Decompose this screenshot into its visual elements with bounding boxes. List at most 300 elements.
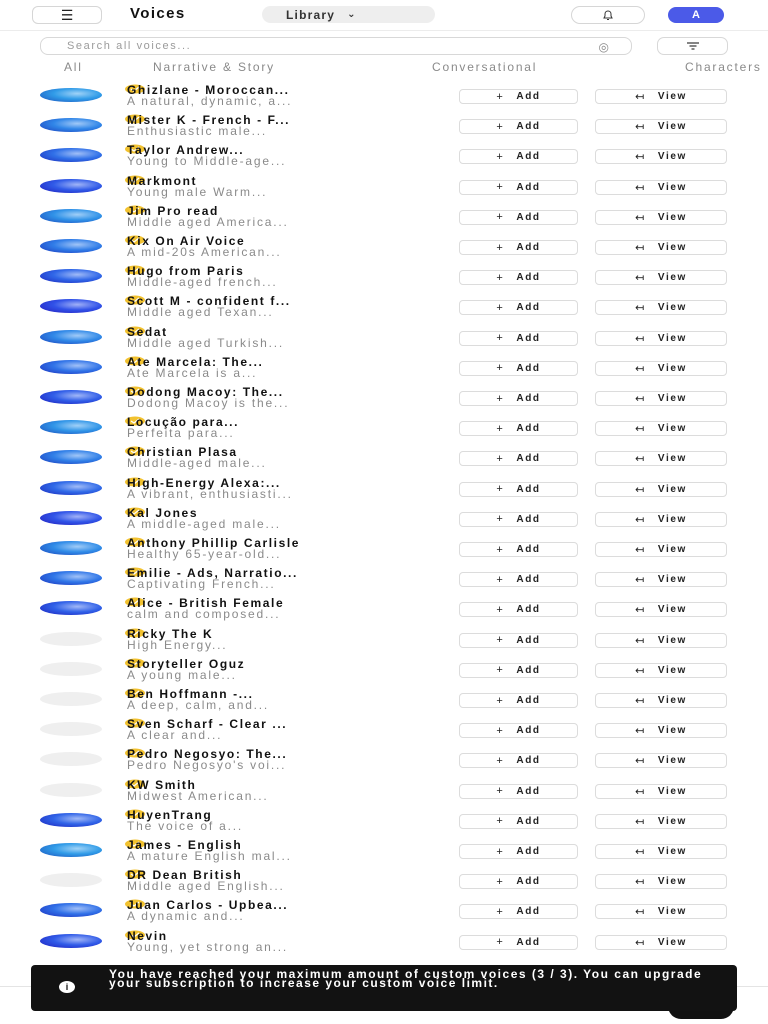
add-label: Add (516, 574, 541, 586)
view-voice-button[interactable] (595, 451, 727, 466)
add-voice-button[interactable] (459, 240, 578, 255)
voice-row[interactable] (0, 444, 768, 474)
voice-avatar (40, 88, 102, 102)
plus-icon: + (496, 392, 505, 405)
arrow-left-bar-icon: ↤ (635, 362, 646, 375)
voice-row[interactable] (0, 203, 768, 233)
add-label: Add (516, 393, 541, 404)
voice-description: A dynamic and... (127, 909, 245, 924)
voice-row[interactable] (0, 595, 768, 625)
voice-row[interactable] (0, 293, 768, 323)
voice-description: Dodong Macoy is the... (127, 396, 290, 410)
voice-row[interactable] (0, 354, 768, 384)
add-voice-button[interactable] (459, 542, 578, 557)
voice-name: Christian Plasa (127, 445, 238, 460)
add-voice-button[interactable] (459, 391, 578, 406)
voice-name: James - English (127, 838, 243, 852)
arrow-left-bar-icon: ↤ (635, 332, 646, 345)
notifications-button[interactable] (571, 6, 645, 24)
voice-row[interactable] (0, 233, 768, 263)
arrow-left-bar-icon: ↤ (635, 483, 646, 496)
voice-avatar (40, 511, 102, 525)
view-voice-button[interactable] (595, 663, 727, 678)
category-tabs (0, 60, 768, 76)
voice-row[interactable] (0, 475, 768, 505)
voice-description: A clear and... (127, 728, 223, 743)
view-voice-button[interactable] (595, 331, 727, 346)
arrow-left-bar-icon: ↤ (635, 242, 646, 254)
plus-icon: + (496, 785, 505, 798)
plus-icon: + (496, 543, 505, 556)
view-voice-button[interactable] (595, 693, 727, 708)
arrow-left-bar-icon: ↤ (635, 604, 646, 617)
view-label: View (657, 362, 687, 374)
add-voice-button[interactable] (459, 512, 578, 527)
add-voice-button[interactable] (459, 663, 578, 678)
plus-icon: + (496, 513, 505, 526)
view-label: View (657, 272, 687, 284)
view-label: View (657, 393, 687, 404)
arrow-left-bar-icon: ↤ (635, 906, 646, 919)
view-voice-button[interactable] (595, 210, 727, 225)
view-label: View (657, 423, 687, 435)
voice-avatar (40, 179, 102, 193)
add-voice-button[interactable] (459, 814, 578, 829)
arrow-left-bar-icon: ↤ (635, 725, 646, 738)
voice-name: Ben Hoffmann -... (127, 687, 254, 701)
voice-description: A deep, calm, and... (127, 698, 270, 712)
plus-icon: + (496, 815, 505, 828)
voice-name: Juan Carlos - Upbea... (127, 898, 289, 913)
tab-characters[interactable]: Characters (685, 60, 762, 74)
plus-icon: + (496, 271, 505, 284)
plus-icon: + (496, 936, 505, 949)
voice-avatar (40, 813, 102, 827)
add-voice-button[interactable] (459, 693, 578, 708)
view-voice-button[interactable] (595, 482, 727, 497)
voice-avatar (40, 722, 102, 736)
toast-message: You have reached your maximum amount of custom voices (3 / 3). You can upgrade your subscription to increase your custom voice limit. (109, 967, 703, 990)
plus-icon: + (496, 483, 505, 496)
add-voice-button[interactable] (459, 421, 578, 436)
view-voice-button[interactable] (595, 935, 727, 950)
plus-icon: + (496, 241, 505, 254)
voice-description: A middle-aged male... (127, 516, 281, 531)
voice-avatar (40, 843, 102, 857)
view-label: View (657, 846, 687, 857)
plus-icon: + (496, 664, 505, 677)
voice-name: Pedro Negosyo: The... (127, 747, 288, 762)
voice-name: Taylor Andrew... (127, 143, 245, 158)
add-voice-button[interactable] (459, 119, 578, 134)
add-voice-button[interactable] (459, 602, 578, 617)
filter-icon (685, 41, 701, 51)
voice-description: Midwest American... (127, 788, 269, 803)
voice-name: Hugo from Paris (127, 264, 245, 279)
voice-row[interactable] (0, 716, 768, 746)
view-label: View (657, 634, 687, 646)
view-label: View (657, 785, 687, 797)
voice-name: High-Energy Alexa:... (127, 475, 281, 490)
voice-description: Young male Warm... (127, 184, 268, 199)
add-label: Add (516, 181, 541, 193)
plus-icon: + (496, 332, 505, 345)
voice-avatar (40, 601, 102, 615)
add-voice-button[interactable] (459, 844, 578, 859)
voice-description: Middle aged America... (127, 214, 289, 229)
voice-name: Nevin (127, 928, 168, 943)
view-label: View (657, 483, 687, 495)
voice-row[interactable] (0, 384, 768, 414)
voice-avatar (40, 299, 102, 313)
plus-icon: + (496, 181, 505, 194)
voice-avatar (40, 450, 102, 464)
arrow-left-bar-icon: ↤ (635, 453, 646, 466)
add-voice-button[interactable] (459, 300, 578, 315)
view-label: View (657, 936, 687, 948)
arrow-left-bar-icon: ↤ (635, 513, 646, 526)
voice-name: Emilie - Ads, Narratio... (127, 566, 298, 581)
arrow-left-bar-icon: ↤ (635, 815, 646, 828)
voice-row[interactable] (0, 897, 768, 927)
voice-description: Young, yet strong an... (127, 939, 289, 954)
voice-row[interactable] (0, 324, 768, 354)
add-label: Add (516, 664, 541, 676)
voice-description: Young to Middle-age... (127, 154, 287, 169)
arrow-left-bar-icon: ↤ (635, 91, 646, 103)
add-label: Add (516, 423, 541, 435)
plus-icon: + (496, 301, 505, 314)
plus-icon: + (496, 120, 505, 133)
view-voice-button[interactable] (595, 361, 727, 376)
view-label: View (657, 91, 687, 102)
add-label: Add (516, 785, 541, 797)
arrow-left-bar-icon: ↤ (635, 181, 646, 194)
voice-name: DR Dean British (127, 868, 243, 883)
view-label: View (657, 544, 687, 555)
plus-icon: + (496, 452, 505, 465)
user-avatar[interactable]: A (668, 7, 724, 23)
arrow-left-bar-icon: ↤ (635, 393, 646, 405)
voice-avatar (40, 541, 102, 555)
view-voice-button[interactable] (595, 149, 727, 164)
arrow-left-bar-icon: ↤ (635, 846, 646, 858)
voice-description: A young male... (127, 667, 237, 682)
plus-icon: + (496, 150, 505, 163)
voice-description: Middle-aged french... (127, 275, 278, 290)
voice-row[interactable] (0, 746, 768, 776)
voice-description: Middle aged English... (127, 879, 285, 894)
add-voice-button[interactable] (459, 482, 578, 497)
voice-row[interactable] (0, 656, 768, 686)
voice-avatar (40, 481, 102, 495)
view-label: View (657, 453, 687, 465)
view-voice-button[interactable] (595, 633, 727, 648)
voice-description: High Energy... (127, 637, 228, 652)
voice-description: Middle-aged male... (127, 456, 267, 471)
add-label: Add (516, 332, 541, 344)
voice-name: Ricky The K (127, 626, 214, 641)
voice-description: Perfeita para... (127, 426, 235, 441)
view-voice-button[interactable] (595, 814, 727, 829)
voice-name: HuyenTrang (127, 807, 213, 822)
view-voice-button[interactable] (595, 512, 727, 527)
arrow-left-bar-icon: ↤ (635, 272, 646, 285)
voice-description: Ate Marcela is a... (127, 365, 258, 380)
view-voice-button[interactable] (595, 240, 727, 255)
voice-name: Kal Jones (127, 505, 199, 520)
add-label: Add (516, 242, 541, 253)
add-voice-button[interactable] (459, 753, 578, 768)
plus-icon: + (496, 362, 505, 375)
view-label: View (657, 513, 687, 525)
add-label: Add (516, 755, 541, 767)
voice-avatar (40, 662, 102, 676)
arrow-left-bar-icon: ↤ (635, 664, 646, 677)
view-voice-button[interactable] (595, 180, 727, 195)
voice-name: Scott M - confident f... (127, 294, 291, 309)
arrow-left-bar-icon: ↤ (635, 634, 646, 647)
view-voice-button[interactable] (595, 300, 727, 315)
voice-description: Middle aged Turkish... (127, 335, 284, 350)
voice-avatar (40, 390, 102, 404)
tab-all[interactable]: All (64, 60, 83, 74)
voice-name: Ate Marcela: The... (127, 354, 264, 369)
view-voice-button[interactable] (595, 753, 727, 768)
view-label: View (657, 211, 687, 223)
voice-name: Sven Scharf - Clear ... (127, 717, 288, 732)
view-label: View (657, 574, 687, 586)
add-label: Add (516, 211, 541, 223)
voice-avatar (40, 239, 102, 253)
add-voice-button[interactable] (459, 180, 578, 195)
voice-name: Storyteller Oguz (127, 656, 246, 671)
arrow-left-bar-icon: ↤ (635, 876, 646, 889)
voice-avatar (40, 873, 102, 887)
voice-avatar (40, 934, 102, 948)
add-label: Add (516, 815, 541, 827)
voice-avatar (40, 752, 102, 766)
tab-narrative-story[interactable]: Narrative & Story (153, 60, 275, 74)
voice-avatar (40, 692, 102, 706)
voice-name: Markmont (127, 173, 198, 188)
add-label: Add (516, 362, 541, 374)
voice-name: Mister K - French - F... (127, 113, 291, 128)
voice-row[interactable] (0, 626, 768, 656)
add-label: Add (516, 121, 541, 133)
search-field[interactable] (40, 37, 632, 55)
add-voice-button[interactable] (459, 210, 578, 225)
voice-row[interactable] (0, 565, 768, 595)
voice-avatar (40, 903, 102, 917)
add-voice-button[interactable] (459, 572, 578, 587)
voice-description: A mature English mal... (127, 849, 292, 863)
voice-description: Enthusiastic male... (127, 124, 268, 139)
add-voice-button[interactable] (459, 89, 578, 104)
arrow-left-bar-icon: ↤ (635, 574, 646, 587)
plus-icon: + (496, 603, 505, 616)
voice-row[interactable] (0, 535, 768, 565)
voice-avatar (40, 330, 102, 344)
hamburger-icon: ☰ (60, 7, 74, 23)
view-voice-button[interactable] (595, 421, 727, 436)
plus-icon: + (496, 422, 505, 435)
view-voice-button[interactable] (595, 391, 727, 406)
library-label: Library (286, 7, 336, 22)
voice-row[interactable] (0, 142, 768, 172)
add-voice-button[interactable] (459, 361, 578, 376)
chevron-down-icon: ⌄ (347, 9, 357, 20)
view-voice-button[interactable] (595, 572, 727, 587)
voice-name: Sedat (127, 324, 168, 339)
plus-icon: + (496, 634, 505, 647)
add-label: Add (516, 846, 541, 857)
view-voice-button[interactable] (595, 89, 727, 104)
add-label: Add (516, 483, 541, 495)
view-voice-button[interactable] (595, 270, 727, 285)
view-voice-button[interactable] (595, 119, 727, 134)
add-voice-button[interactable] (459, 784, 578, 799)
voice-description: Middle aged Texan... (127, 305, 274, 320)
add-label: Add (516, 272, 541, 284)
plus-icon: + (496, 573, 505, 586)
voice-name: Anthony Phillip Carlisle (127, 536, 301, 550)
voice-row[interactable] (0, 837, 768, 867)
view-voice-button[interactable] (595, 542, 727, 557)
voice-avatar (40, 148, 102, 162)
view-label: View (657, 725, 687, 737)
search-input[interactable] (67, 40, 547, 52)
voice-name: Ghizlane - Moroccan... (127, 83, 290, 97)
voice-row[interactable] (0, 112, 768, 142)
bell-icon (600, 9, 616, 21)
view-label: View (657, 664, 687, 676)
add-label: Add (516, 876, 541, 888)
voice-avatar (40, 783, 102, 797)
add-label: Add (516, 91, 541, 102)
plus-icon: + (496, 754, 505, 767)
arrow-left-bar-icon: ↤ (635, 302, 646, 315)
voice-avatar (40, 360, 102, 374)
plus-icon: + (496, 875, 505, 888)
add-voice-button[interactable] (459, 633, 578, 648)
view-label: View (657, 755, 687, 767)
tab-conversational[interactable]: Conversational (432, 60, 538, 74)
library-dropdown[interactable] (262, 6, 435, 23)
voice-row[interactable] (0, 867, 768, 897)
voice-description: Pedro Negosyo's voi... (127, 758, 287, 773)
voice-avatar (40, 209, 102, 223)
add-voice-button[interactable] (459, 149, 578, 164)
voice-row[interactable] (0, 686, 768, 716)
limit-toast (31, 965, 737, 1011)
top-bar (0, 0, 768, 30)
arrow-left-bar-icon: ↤ (635, 121, 646, 134)
arrow-left-bar-icon: ↤ (635, 211, 646, 224)
arrow-left-bar-icon: ↤ (635, 755, 646, 768)
view-label: View (657, 604, 687, 616)
view-voice-button[interactable] (595, 602, 727, 617)
add-label: Add (516, 725, 541, 737)
view-voice-button[interactable] (595, 874, 727, 889)
voice-row[interactable] (0, 82, 768, 112)
arrow-left-bar-icon: ↤ (635, 695, 646, 707)
view-voice-button[interactable] (595, 844, 727, 859)
voice-avatar (40, 420, 102, 434)
plus-icon: + (496, 845, 505, 858)
arrow-left-bar-icon: ↤ (635, 785, 646, 798)
page-title: Voices (130, 5, 186, 22)
filter-button[interactable] (657, 37, 728, 55)
plus-icon: + (496, 90, 505, 103)
arrow-left-bar-icon: ↤ (635, 936, 646, 949)
view-label: View (657, 181, 687, 193)
view-label: View (657, 121, 687, 133)
add-voice-button[interactable] (459, 723, 578, 738)
voice-row[interactable] (0, 807, 768, 837)
view-voice-button[interactable] (595, 904, 727, 919)
add-voice-button[interactable] (459, 270, 578, 285)
view-label: View (657, 906, 687, 918)
voice-avatar (40, 118, 102, 132)
voice-avatar (40, 269, 102, 283)
add-label: Add (516, 695, 541, 706)
add-voice-button[interactable] (459, 904, 578, 919)
voice-row[interactable] (0, 777, 768, 807)
voice-name: Alice - British Female (127, 596, 285, 611)
voice-description: A natural, dynamic, a... (127, 94, 293, 108)
add-voice-button[interactable] (459, 331, 578, 346)
add-voice-button[interactable] (459, 874, 578, 889)
view-voice-button[interactable] (595, 784, 727, 799)
add-label: Add (516, 936, 541, 948)
voice-description: A vibrant, enthusiasti... (127, 486, 293, 501)
add-voice-button[interactable] (459, 451, 578, 466)
voice-description: Healthy 65-year-old... (127, 547, 282, 561)
view-label: View (657, 876, 687, 888)
add-label: Add (516, 453, 541, 465)
voice-search-icon[interactable]: ◎ (598, 40, 609, 54)
add-label: Add (516, 544, 541, 555)
add-voice-button[interactable] (459, 935, 578, 950)
menu-button[interactable] (32, 6, 102, 24)
arrow-left-bar-icon: ↤ (635, 151, 646, 164)
voice-row[interactable] (0, 263, 768, 293)
voice-description: calm and composed... (127, 607, 281, 622)
voice-avatar (40, 632, 102, 646)
voice-name: Jim Pro read (127, 203, 219, 218)
add-label: Add (516, 604, 541, 616)
voice-row[interactable] (0, 505, 768, 535)
voice-description: A mid-20s American... (127, 245, 282, 259)
view-label: View (657, 302, 687, 314)
header-divider (0, 30, 768, 31)
voice-row[interactable] (0, 414, 768, 444)
voice-row[interactable] (0, 173, 768, 203)
voice-row[interactable] (0, 928, 768, 958)
voice-description: The voice of a... (127, 818, 243, 833)
arrow-left-bar-icon: ↤ (635, 544, 646, 556)
voice-name: Kix On Air Voice (127, 234, 246, 248)
plus-icon: + (496, 724, 505, 737)
voice-avatar (40, 571, 102, 585)
view-voice-button[interactable] (595, 723, 727, 738)
plus-icon: + (496, 905, 505, 918)
add-label: Add (516, 151, 541, 163)
plus-icon: + (496, 694, 505, 707)
info-icon: i (59, 981, 75, 993)
view-label: View (657, 242, 687, 253)
